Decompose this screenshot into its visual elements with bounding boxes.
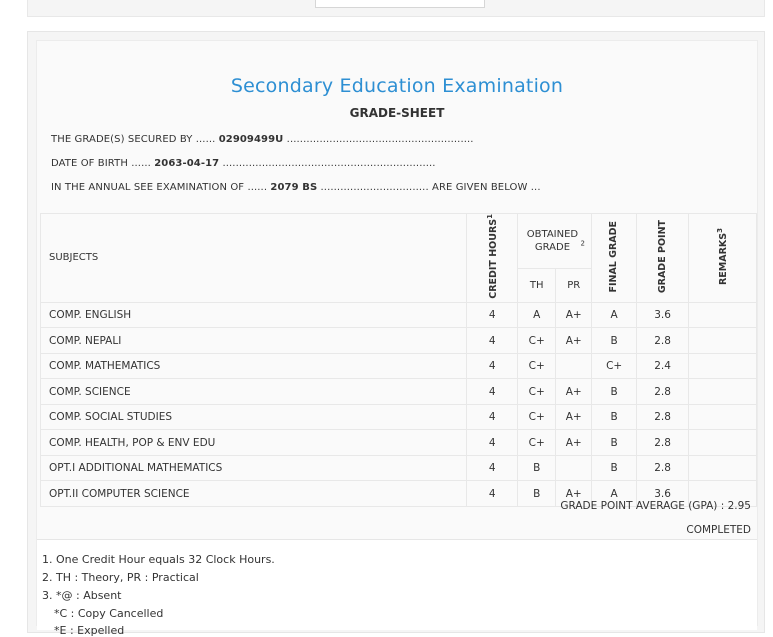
grade-point-cell: 3.6 bbox=[637, 481, 689, 507]
gpa-line bbox=[560, 500, 751, 512]
sheet-title: GRADE-SHEET bbox=[349, 106, 445, 120]
dob-value: 2063-04-17 bbox=[154, 158, 220, 169]
exam-year: 2079 BS bbox=[270, 182, 318, 193]
subject-cell: OPT.II COMPUTER SCIENCE bbox=[41, 481, 467, 507]
grade-point-cell: 2.8 bbox=[637, 404, 689, 430]
credit-cell: 4 bbox=[467, 328, 518, 354]
th-grade-cell: C+ bbox=[518, 430, 556, 456]
symbol-input[interactable] bbox=[315, 0, 485, 8]
grade-point-cell: 2.8 bbox=[637, 430, 689, 456]
footnote-expelled: *E : Expelled bbox=[54, 624, 125, 637]
header-obtained-grade: OBTAINED GRADE $^2$ bbox=[518, 214, 592, 269]
th-grade-cell: C+ bbox=[518, 379, 556, 405]
pr-grade-cell: A+ bbox=[556, 430, 592, 456]
pr-grade-cell: A+ bbox=[556, 481, 592, 507]
grade-point-cell: 2.8 bbox=[637, 379, 689, 405]
dots: ...... bbox=[195, 134, 216, 145]
final-grade-cell: B bbox=[592, 379, 637, 405]
result-container bbox=[27, 31, 765, 637]
th-grade-cell: B bbox=[518, 455, 556, 481]
grade-prefix: THE GRADE(S) SECURED BY bbox=[51, 134, 193, 145]
remarks-cell bbox=[689, 404, 757, 430]
header-final-grade: FINAL GRADE bbox=[592, 214, 637, 303]
remarks-cell bbox=[689, 353, 757, 379]
pr-grade-cell: A+ bbox=[556, 328, 592, 354]
subject-cell: COMP. SCIENCE bbox=[41, 379, 467, 405]
subject-cell: COMP. ENGLISH bbox=[41, 302, 467, 328]
pr-grade-cell: A+ bbox=[556, 379, 592, 405]
dots: ................................................................. bbox=[222, 158, 436, 169]
remarks-cell bbox=[689, 302, 757, 328]
pr-grade-cell bbox=[556, 455, 592, 481]
dots: ................................. bbox=[320, 182, 429, 193]
grade-point-cell: 2.8 bbox=[637, 455, 689, 481]
subject-cell: OPT.I ADDITIONAL MATHEMATICS bbox=[41, 455, 467, 481]
th-grade-cell: C+ bbox=[518, 328, 556, 354]
grade-point-cell: 2.4 bbox=[637, 353, 689, 379]
grade-secured-line bbox=[51, 134, 474, 145]
grades-table bbox=[40, 213, 757, 507]
dots: ...... bbox=[131, 158, 151, 169]
exam-title: Secondary Education Examination bbox=[230, 75, 564, 97]
dots: ...... bbox=[247, 182, 268, 193]
table-row bbox=[41, 379, 757, 405]
footnote-credit: 1. One Credit Hour equals 32 Clock Hours. bbox=[42, 553, 275, 566]
subject-cell: COMP. NEPALI bbox=[41, 328, 467, 354]
th-grade-cell: B bbox=[518, 481, 556, 507]
final-grade-cell: B bbox=[592, 404, 637, 430]
result-status: COMPLETED bbox=[686, 524, 751, 536]
pr-grade-cell: A+ bbox=[556, 302, 592, 328]
footnote-th-pr: 2. TH : Theory, PR : Practical bbox=[42, 571, 199, 584]
final-grade-cell: A bbox=[592, 302, 637, 328]
th-grade-cell: A bbox=[518, 302, 556, 328]
header-th: TH bbox=[518, 268, 556, 302]
final-grade-cell: B bbox=[592, 455, 637, 481]
pr-grade-cell bbox=[556, 353, 592, 379]
header-subjects: SUBJECTS bbox=[41, 214, 467, 303]
table-row bbox=[41, 328, 757, 354]
pr-grade-cell: A+ bbox=[556, 404, 592, 430]
footnotes bbox=[37, 539, 757, 637]
exam-line bbox=[51, 182, 541, 193]
symbol-number: 02909499U bbox=[218, 134, 284, 145]
footnote-copy-cancelled: *C : Copy Cancelled bbox=[54, 607, 164, 620]
credit-cell: 4 bbox=[467, 481, 518, 507]
header-credit-hours: CREDIT HOURS$^1$ bbox=[467, 214, 518, 303]
final-grade-cell: B bbox=[592, 328, 637, 354]
subject-cell: COMP. MATHEMATICS bbox=[41, 353, 467, 379]
credit-cell: 4 bbox=[467, 353, 518, 379]
credit-cell: 4 bbox=[467, 430, 518, 456]
grade-point-cell: 3.6 bbox=[637, 302, 689, 328]
th-grade-cell: C+ bbox=[518, 353, 556, 379]
grade-point-cell: 2.8 bbox=[637, 328, 689, 354]
final-grade-cell: A bbox=[592, 481, 637, 507]
dots: ......................................................... bbox=[286, 134, 474, 145]
final-grade-cell: B bbox=[592, 430, 637, 456]
top-panel bbox=[27, 0, 765, 17]
grade-sheet bbox=[36, 40, 758, 637]
credit-cell: 4 bbox=[467, 404, 518, 430]
dob-line bbox=[51, 158, 436, 169]
header-remarks: REMARKS$^3$ bbox=[689, 214, 757, 303]
exam-suffix: ARE GIVEN BELOW bbox=[432, 182, 528, 193]
th-grade-cell: C+ bbox=[518, 404, 556, 430]
table-row bbox=[41, 404, 757, 430]
table-row bbox=[41, 353, 757, 379]
remarks-cell bbox=[689, 455, 757, 481]
final-grade-cell: C+ bbox=[592, 353, 637, 379]
credit-cell: 4 bbox=[467, 379, 518, 405]
table-row bbox=[41, 430, 757, 456]
subject-cell: COMP. HEALTH, POP & ENV EDU bbox=[41, 430, 467, 456]
credit-cell: 4 bbox=[467, 302, 518, 328]
remarks-cell bbox=[689, 328, 757, 354]
gpa-value: 2.95 bbox=[727, 500, 751, 512]
subject-cell: COMP. SOCIAL STUDIES bbox=[41, 404, 467, 430]
footnote-absent: 3. *@ : Absent bbox=[42, 589, 122, 602]
remarks-cell bbox=[689, 430, 757, 456]
dob-prefix: DATE OF BIRTH bbox=[51, 158, 128, 169]
table-row bbox=[41, 302, 757, 328]
header-pr: PR bbox=[556, 268, 592, 302]
remarks-cell bbox=[689, 379, 757, 405]
table-row bbox=[41, 455, 757, 481]
header-grade-point: GRADE POINT bbox=[637, 214, 689, 303]
gpa-label: GRADE POINT AVERAGE (GPA) : bbox=[560, 500, 725, 512]
exam-prefix: IN THE ANNUAL SEE EXAMINATION OF bbox=[51, 182, 245, 193]
dots: ... bbox=[530, 182, 541, 193]
credit-cell: 4 bbox=[467, 455, 518, 481]
